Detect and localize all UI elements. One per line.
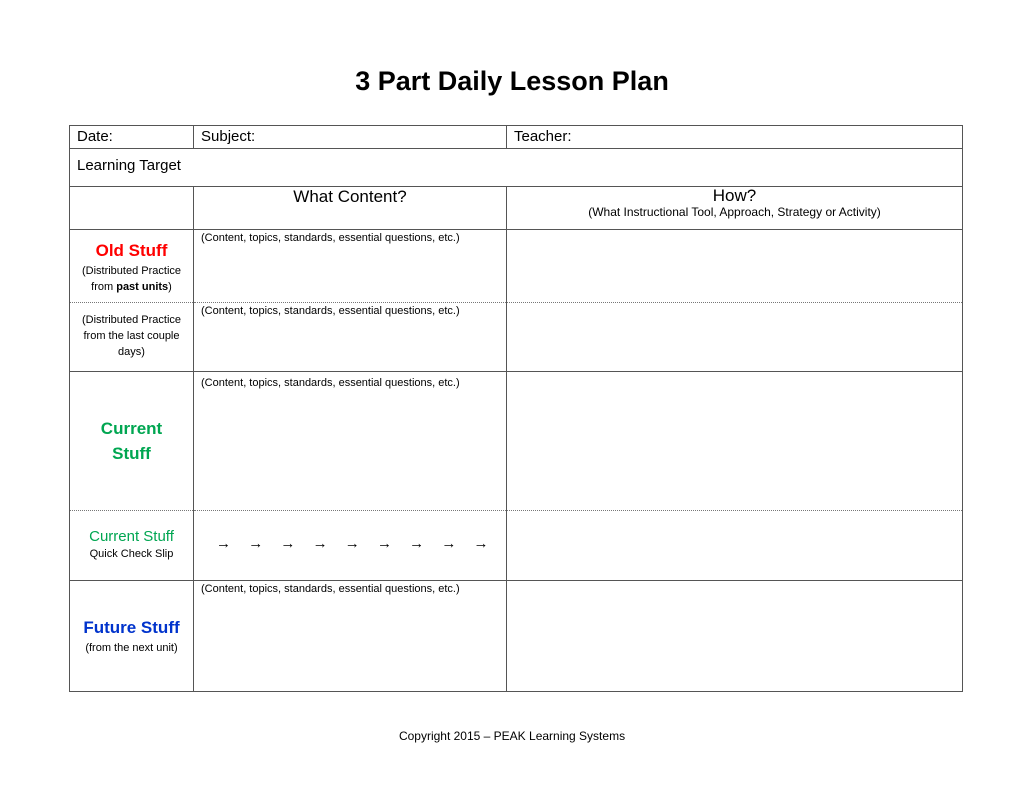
- column-header-row: [70, 187, 963, 230]
- how-header-title: How?: [712, 186, 757, 205]
- arrow-right-icon: →: [344, 535, 360, 552]
- arrow-right-icon: →: [441, 535, 457, 552]
- recent-how-cell[interactable]: [507, 303, 963, 372]
- current-row: [70, 372, 963, 511]
- current-line1: Current: [100, 419, 163, 438]
- arrow-right-icon: →: [216, 535, 231, 552]
- quick-check-how-cell[interactable]: [507, 511, 963, 581]
- quick-check-sub: Quick Check Slip: [89, 548, 174, 560]
- recent-label-cell: [70, 303, 194, 372]
- arrow-right-icon: →: [376, 535, 392, 552]
- copyright-footer: Copyright 2015 – PEAK Learning Systems: [398, 729, 626, 743]
- current-how-cell[interactable]: [507, 372, 963, 511]
- current-label-cell: [70, 372, 194, 511]
- old-stuff-title: Old Stuff: [95, 241, 168, 260]
- quick-check-label-cell: [70, 511, 194, 581]
- future-sub: (from the next unit): [85, 642, 178, 654]
- recent-row: [70, 303, 963, 372]
- old-stuff-content-cell[interactable]: [194, 230, 507, 303]
- learning-target-field[interactable]: Learning Target: [70, 149, 963, 187]
- recent-line1: (Distributed Practice: [81, 314, 182, 326]
- what-content-header: What Content?: [194, 187, 507, 230]
- old-stuff-sub-line2: [70, 279, 193, 295]
- old-stuff-sub-line1: (Distributed Practice: [81, 265, 182, 277]
- how-header: [507, 187, 963, 230]
- arrow-right-icon: →: [409, 535, 425, 552]
- quick-check-row: [70, 511, 963, 581]
- old-stuff-sub-post: ): [168, 281, 172, 293]
- arrow-right-icon: →: [473, 535, 489, 552]
- future-how-cell[interactable]: [507, 581, 963, 692]
- content-hint: (Content, topics, standards, essential questions, etc.): [201, 305, 460, 317]
- subject-field[interactable]: Subject:: [194, 126, 507, 149]
- old-stuff-how-cell[interactable]: [507, 230, 963, 303]
- recent-line2: from the last couple: [83, 330, 180, 342]
- content-hint: (Content, topics, standards, essential questions, etc.): [201, 377, 460, 389]
- quick-check-content-cell[interactable]: [194, 511, 507, 581]
- future-title: Future Stuff: [83, 618, 180, 637]
- arrow-row: [194, 511, 506, 552]
- content-hint: (Content, topics, standards, essential questions, etc.): [201, 583, 460, 595]
- lesson-plan-table: [69, 125, 963, 692]
- current-content-cell[interactable]: [194, 372, 507, 511]
- arrow-right-icon: →: [280, 535, 296, 552]
- old-stuff-row: [70, 230, 963, 303]
- arrow-right-icon: →: [312, 535, 328, 552]
- future-row: [70, 581, 963, 692]
- old-stuff-sub-pre: from: [91, 281, 117, 293]
- content-hint: (Content, topics, standards, essential questions, etc.): [201, 232, 460, 244]
- future-label-cell: [70, 581, 194, 692]
- old-stuff-label-cell: [70, 230, 194, 303]
- recent-content-cell[interactable]: [194, 303, 507, 372]
- how-header-subtitle: (What Instructional Tool, Approach, Strategy or Activity): [588, 205, 881, 219]
- empty-corner-cell: [70, 187, 194, 230]
- page-title: 3 Part Daily Lesson Plan: [355, 66, 669, 96]
- recent-line3: days): [118, 346, 145, 358]
- old-stuff-sub-bold: past units: [116, 281, 169, 293]
- quick-check-title: Current Stuff: [89, 528, 174, 545]
- header-row: [70, 126, 963, 149]
- date-field[interactable]: Date:: [70, 126, 194, 149]
- current-line2: Stuff: [112, 444, 151, 463]
- arrow-right-icon: →: [248, 535, 264, 552]
- teacher-field[interactable]: Teacher:: [507, 126, 963, 149]
- learning-target-row: [70, 149, 963, 187]
- future-content-cell[interactable]: [194, 581, 507, 692]
